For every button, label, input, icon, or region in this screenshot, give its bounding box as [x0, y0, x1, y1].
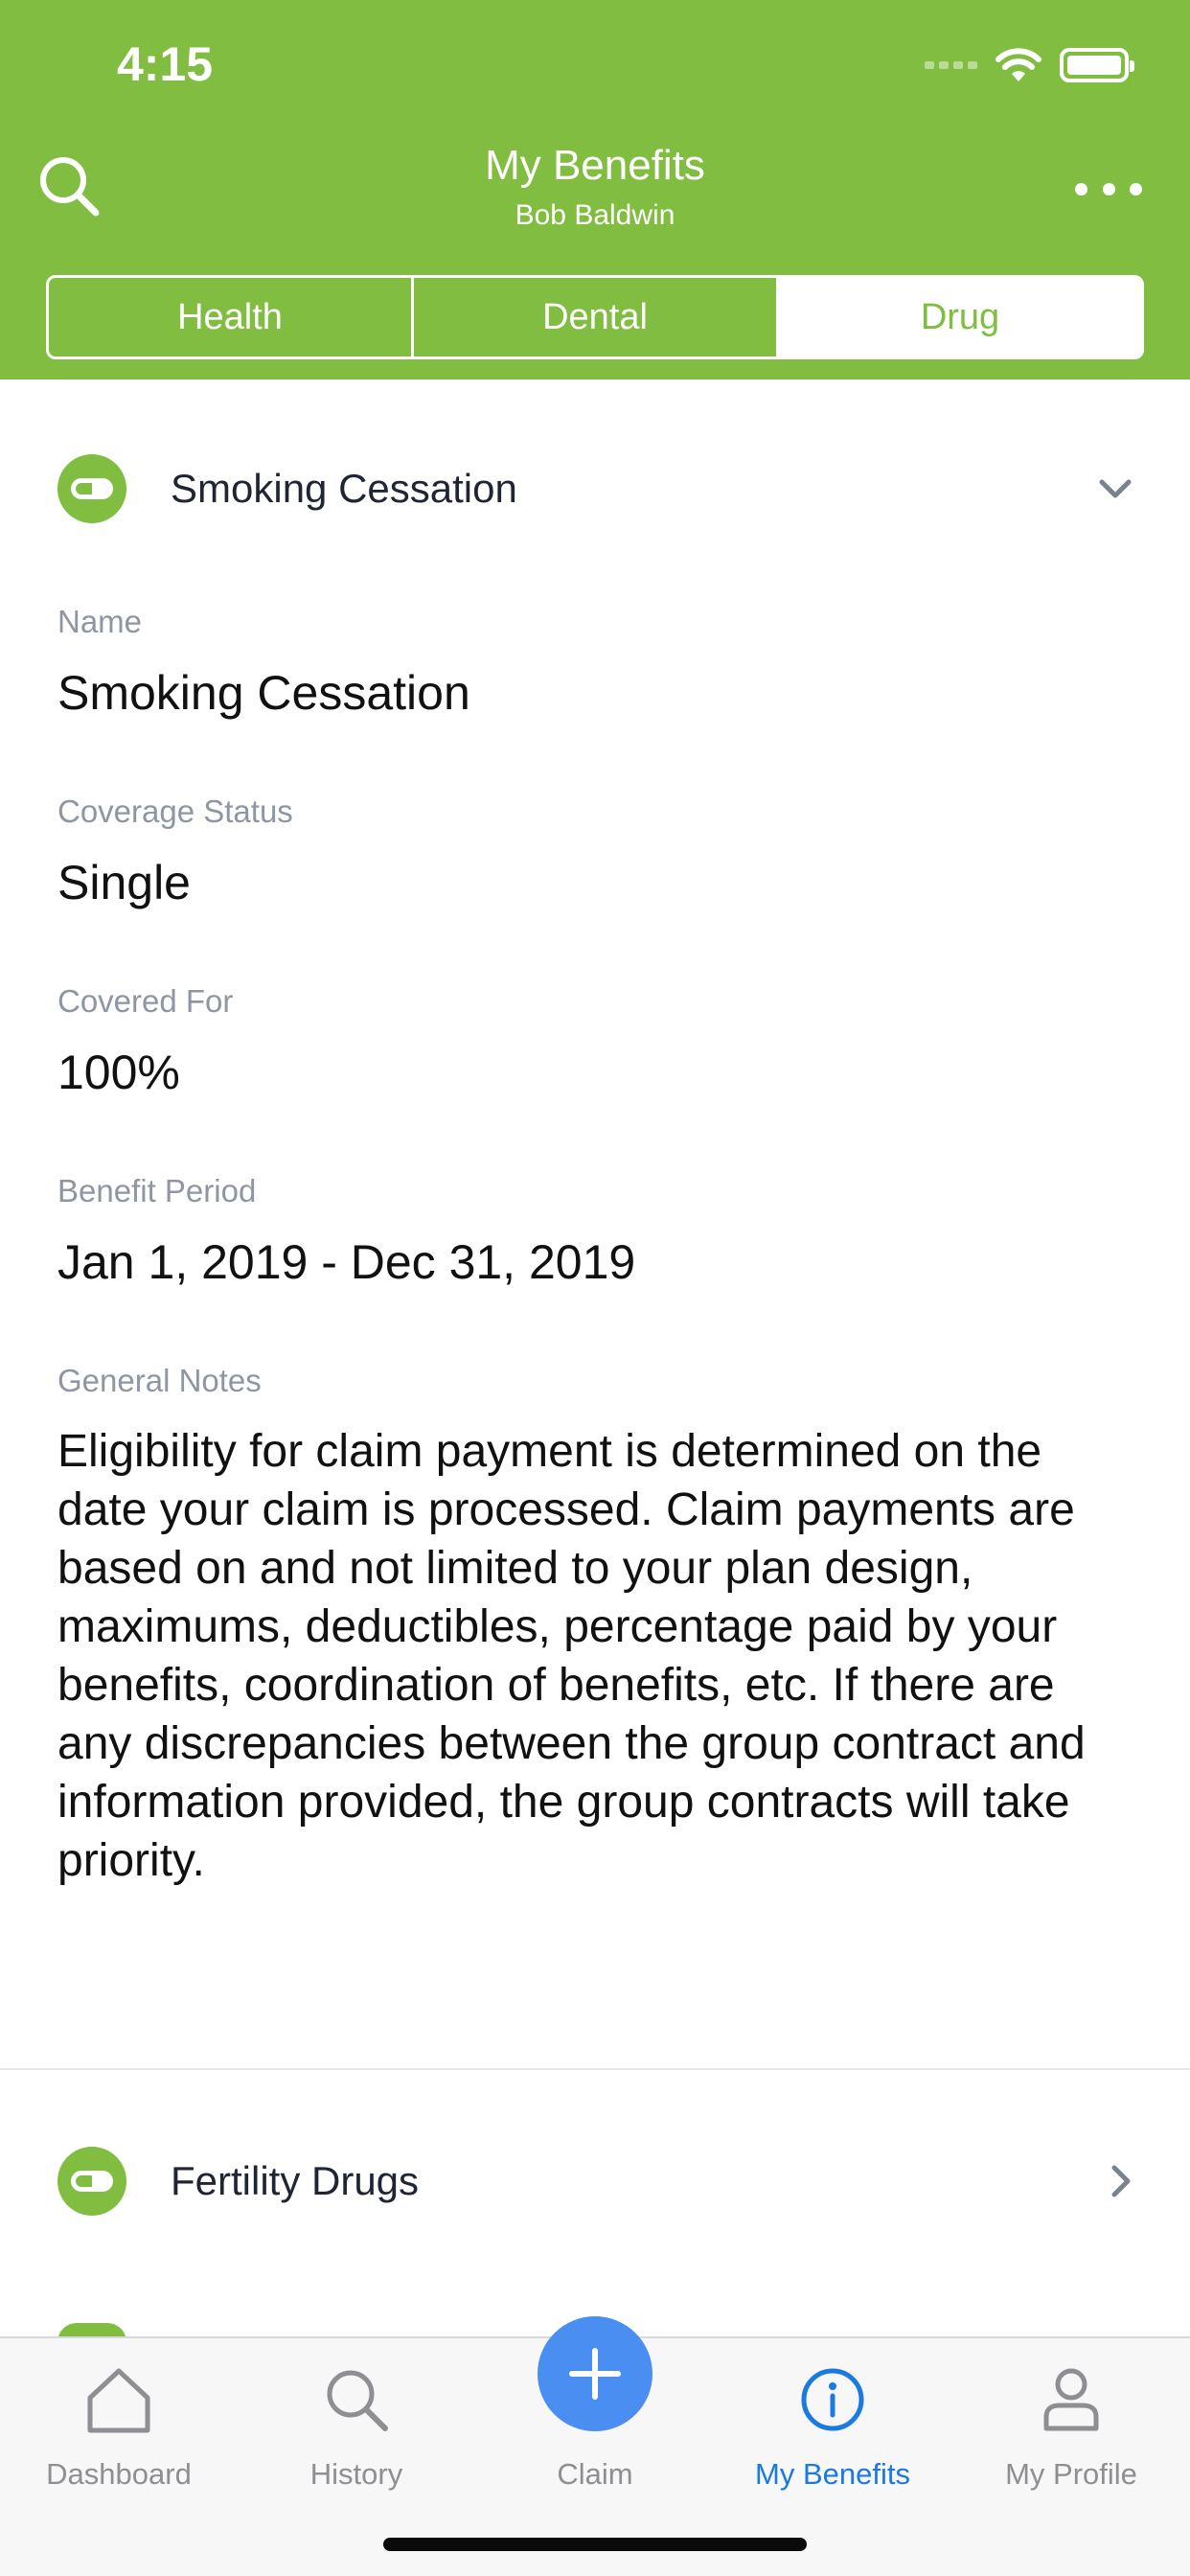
segment-health[interactable]: Health [49, 278, 414, 356]
tab-label: My Benefits [755, 2457, 910, 2491]
tab-my-benefits[interactable] [714, 2338, 951, 2530]
benefit-period-value: Jan 1, 2019 - Dec 31, 2019 [57, 1235, 636, 1289]
general-notes-value: Eligibility for claim payment is determined on the date your claim is processed. Claim payments are based on and not limited to your plan design, maximums, deductibles, percentage paid by your benefits, coordination of benefits, etc. If there are any discrepancies between the group contract and information provided, the group contracts will take priority. [57, 1426, 1086, 1886]
name-label: Name [57, 604, 143, 639]
benefit-row-fertility-drugs[interactable] [0, 2114, 1190, 2248]
tab-label: My Profile [1005, 2457, 1137, 2491]
tab-label: History [309, 2457, 403, 2491]
coverage-status-label: Coverage Status [57, 794, 293, 829]
chevron-down-icon [1098, 477, 1133, 500]
benefit-accordion-header[interactable] [0, 422, 1190, 556]
status-icons [925, 46, 1129, 84]
coverage-segmented-control [46, 275, 1144, 359]
more-dot-icon [1103, 183, 1115, 196]
name-value: Smoking Cessation [57, 666, 470, 720]
page-title: My Benefits [485, 142, 705, 189]
more-dot-icon [1130, 183, 1142, 196]
search-icon [318, 2361, 395, 2438]
more-options-button[interactable] [1075, 165, 1142, 213]
pill-icon [57, 454, 126, 523]
chevron-right-icon [1110, 2164, 1133, 2198]
home-icon [80, 2361, 157, 2438]
tab-dashboard[interactable] [0, 2338, 238, 2530]
info-icon [794, 2361, 871, 2438]
benefit-title: Smoking Cessation [171, 466, 517, 511]
benefit-title: Fertility Drugs [171, 2158, 420, 2203]
tab-my-profile[interactable] [952, 2338, 1190, 2530]
covered-for-value: 100% [57, 1046, 180, 1099]
header-bar [0, 0, 1190, 380]
coverage-status-value: Single [57, 856, 191, 909]
tab-label: Dashboard [46, 2457, 192, 2491]
tab-history[interactable] [238, 2338, 475, 2530]
home-indicator [383, 2538, 807, 2551]
section-divider [0, 2068, 1190, 2070]
benefit-period-label: Benefit Period [57, 1173, 257, 1208]
pill-icon [57, 2147, 126, 2216]
covered-for-label: Covered For [57, 983, 234, 1019]
signal-icon [925, 61, 977, 69]
general-notes-label: General Notes [57, 1363, 262, 1398]
new-claim-button[interactable] [538, 2316, 652, 2431]
segment-drug[interactable]: Drug [779, 278, 1141, 356]
tab-label: Claim [557, 2457, 633, 2491]
page-subtitle: Bob Baldwin [515, 199, 675, 231]
wifi-icon [995, 47, 1042, 83]
user-icon [1033, 2361, 1110, 2438]
plus-icon [566, 2345, 624, 2403]
battery-icon [1060, 48, 1129, 82]
segment-dental[interactable]: Dental [414, 278, 779, 356]
status-time: 4:15 [117, 37, 214, 91]
more-dot-icon [1075, 183, 1087, 196]
